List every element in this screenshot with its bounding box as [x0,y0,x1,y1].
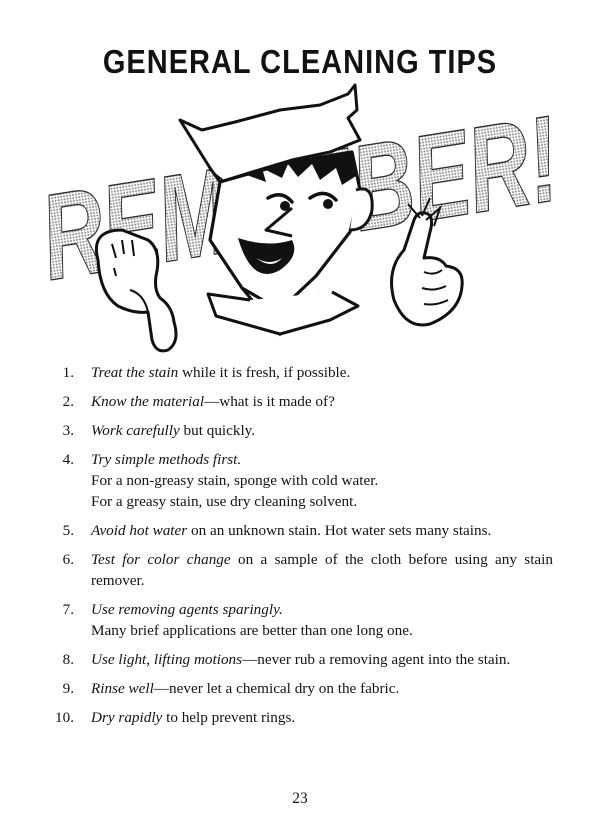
tip-number: 1. [62,364,74,381]
tip-lead: Rinse well [91,680,154,697]
tip-number: 5. [62,522,74,539]
tip-text: but quickly. [179,422,256,439]
tip-number: 7. [62,601,74,618]
tip-number: 8. [62,651,74,668]
remember-chef-illustration [30,80,575,355]
tip-lead: Treat the stain [91,364,179,381]
tip-text: to help prevent rings. [162,709,296,726]
tip-8 [48,649,553,670]
tip-5 [48,520,553,541]
tip-detail-line: Many brief applications are better than one long one. [91,622,413,639]
tip-text: —never rub a removing agent into the stain. [242,651,511,668]
tip-number: 2. [62,393,74,410]
tip-text: —never let a chemical dry on the fabric. [153,680,400,697]
tip-number: 3. [62,422,74,439]
tip-lead: Use removing agents sparingly. [91,601,283,618]
tip-detail-line: For a non-greasy stain, sponge with cold water. [91,472,379,489]
tip-text: on an unknown stain. Hot water sets many stains. [187,522,492,539]
tip-lead: Try simple methods first. [91,451,242,468]
tip-lead: Dry rapidly [91,709,163,726]
tip-4 [48,449,553,512]
tip-text: —what is it made of? [204,393,335,410]
tip-3 [48,420,553,441]
tip-number: 4. [62,451,74,468]
tip-lead: Use light, lifting motions [91,651,243,668]
tip-number: 10. [55,709,74,726]
tip-6 [48,549,553,591]
tip-7 [48,599,553,641]
tip-2 [48,391,553,412]
tip-detail-line: For a greasy stain, use dry cleaning solvent. [91,493,358,510]
tip-lead: Know the material [91,393,205,410]
tip-text: on a sample of the cloth before using any stain remover. [91,551,553,589]
page-title: GENERAL CLEANING TIPS [102,44,498,81]
cleaning-tips-list [48,362,553,736]
tip-text: while it is fresh, if possible. [178,364,351,381]
tip-lead: Avoid hot water [91,522,188,539]
tip-lead: Test for color change [91,551,231,568]
page-number: 23 [292,790,308,807]
tip-10 [48,707,553,728]
tip-number: 6. [62,551,74,568]
tip-1 [48,362,553,383]
tip-lead: Work carefully [91,422,180,439]
tip-number: 9. [62,680,74,697]
tip-9 [48,678,553,699]
